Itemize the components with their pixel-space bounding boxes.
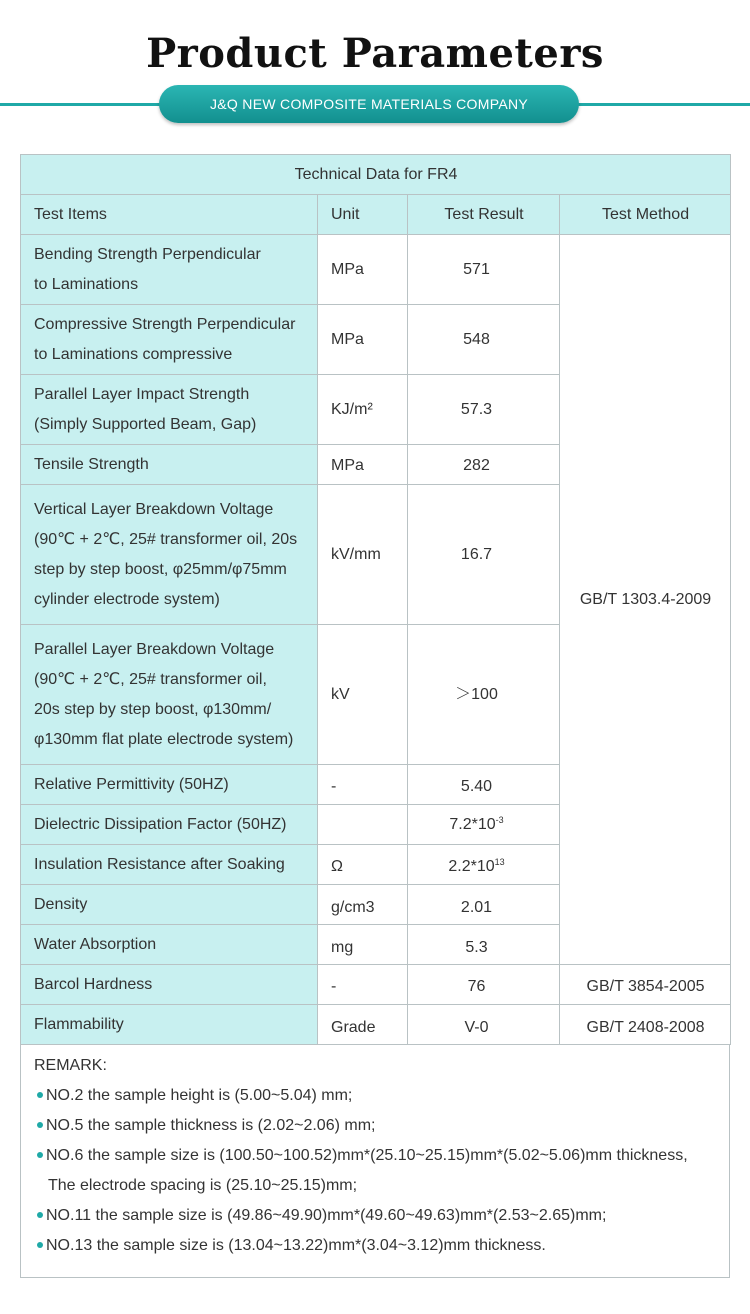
remark-note: NO.6 the sample size is (100.50~100.52)mm*(25.10~25.15)mm*(5.02~5.06)mm thickness, [34, 1141, 688, 1171]
cell-test-result: 548 [408, 305, 560, 375]
test-item-line: Barcol Hardness [34, 975, 153, 993]
cell-test-item [21, 445, 318, 485]
cell-test-item [21, 805, 318, 845]
cell-test-item [21, 885, 318, 925]
cell-test-result [408, 805, 560, 845]
test-item-line: Insulation Resistance after Soaking [34, 855, 285, 873]
table-row [21, 965, 731, 1005]
cell-test-result: 5.3 [408, 925, 560, 965]
result-base: 7.2*10 [449, 815, 496, 833]
cell-unit: - [318, 765, 408, 805]
test-item-line: Compressive Strength Perpendicular [34, 315, 296, 333]
test-item-line: Water Absorption [34, 935, 157, 953]
table-row [21, 1005, 731, 1045]
test-item-line: Parallel Layer Breakdown Voltage [34, 640, 275, 658]
test-item-line: Vertical Layer Breakdown Voltage [34, 500, 274, 518]
test-item-line: Parallel Layer Impact Strength [34, 385, 250, 403]
bullet-dot [37, 1212, 43, 1218]
header-test-result: Test Result [408, 195, 560, 235]
test-item-line: Bending Strength Perpendicular [34, 245, 261, 263]
cell-test-item [21, 765, 318, 805]
cell-test-method: GB/T 3854-2005 [560, 965, 731, 1005]
cell-test-result: 5.40 [408, 765, 560, 805]
cell-test-item [21, 1005, 318, 1045]
cell-test-result: 2.01 [408, 885, 560, 925]
table-row [21, 235, 731, 305]
header-test-items: Test Items [21, 195, 318, 235]
cell-unit: kV/mm [318, 485, 408, 625]
remark-note: NO.2 the sample height is (5.00~5.04) mm; [34, 1081, 352, 1111]
header-unit: Unit [318, 195, 408, 235]
cell-test-result [408, 845, 560, 885]
remark-note: NO.5 the sample thickness is (2.02~2.06) mm; [34, 1111, 375, 1141]
cell-test-method-shared: GB/T 1303.4-2009 [560, 235, 731, 965]
cell-test-result: 282 [408, 445, 560, 485]
cell-test-item [21, 305, 318, 375]
cell-test-item [21, 485, 318, 625]
title-rule-right [576, 103, 750, 106]
cell-unit: Ω [318, 845, 408, 885]
title-rule-left [0, 103, 162, 106]
test-item-line: (90℃ + 2℃, 25# transformer oil, [34, 670, 267, 688]
cell-unit: MPa [318, 305, 408, 375]
remark-title: REMARK: [34, 1057, 107, 1074]
bullet-dot [37, 1122, 43, 1128]
cell-unit: kV [318, 625, 408, 765]
result-exponent: -3 [495, 814, 504, 825]
remark-note-continuation: The electrode spacing is (25.10~25.15)mm; [48, 1177, 358, 1194]
bullet-dot [37, 1092, 43, 1098]
cell-test-result: 76 [408, 965, 560, 1005]
cell-test-result: 571 [408, 235, 560, 305]
cell-unit: KJ/m² [318, 375, 408, 445]
bullet-dot [37, 1242, 43, 1248]
cell-test-item [21, 375, 318, 445]
remark-note: NO.13 the sample size is (13.04~13.22)mm*(3.04~3.12)mm thickness. [34, 1231, 546, 1261]
bullet-dot [37, 1152, 43, 1158]
cell-test-result: 57.3 [408, 375, 560, 445]
test-item-line: 20s step by step boost, φ130mm/ [34, 700, 272, 718]
test-item-line: φ130mm flat plate electrode system) [34, 730, 294, 748]
header-test-method: Test Method [560, 195, 731, 235]
result-base: 2.2*10 [448, 857, 495, 875]
page-title: Product Parameters [146, 30, 604, 77]
test-item-line: (Simply Supported Beam, Gap) [34, 415, 257, 433]
test-item-line: Dielectric Dissipation Factor (50HZ) [34, 815, 287, 833]
cell-test-item [21, 925, 318, 965]
company-banner: J&Q NEW COMPOSITE MATERIALS COMPANY [159, 85, 579, 123]
table-caption: Technical Data for FR4 [21, 155, 731, 195]
remark-box [20, 1044, 730, 1278]
test-item-line: Relative Permittivity (50HZ) [34, 775, 229, 793]
cell-test-item [21, 845, 318, 885]
test-item-line: Density [34, 895, 88, 913]
test-item-line: step by step boost, φ25mm/φ75mm [34, 560, 287, 578]
cell-test-item [21, 625, 318, 765]
cell-test-result: 16.7 [408, 485, 560, 625]
cell-test-method: GB/T 2408-2008 [560, 1005, 731, 1045]
cell-unit: mg [318, 925, 408, 965]
cell-test-result: V-0 [408, 1005, 560, 1045]
cell-test-item [21, 235, 318, 305]
test-item-line: to Laminations [34, 275, 139, 293]
cell-unit [318, 805, 408, 845]
cell-unit: g/cm3 [318, 885, 408, 925]
cell-unit: MPa [318, 445, 408, 485]
test-item-line: (90℃ + 2℃, 25# transformer oil, 20s [34, 530, 298, 548]
test-item-line: Tensile Strength [34, 455, 149, 473]
test-item-line: to Laminations compressive [34, 345, 233, 363]
result-exponent: 13 [494, 856, 505, 867]
cell-test-item [21, 965, 318, 1005]
technical-data-table [20, 154, 731, 1045]
cell-unit: Grade [318, 1005, 408, 1045]
test-item-line: Flammability [34, 1015, 124, 1033]
remark-note: NO.11 the sample size is (49.86~49.90)mm*(49.60~49.63)mm*(2.53~2.65)mm; [34, 1201, 606, 1231]
cell-unit: - [318, 965, 408, 1005]
cell-unit: MPa [318, 235, 408, 305]
cell-test-result: ＞100 [408, 625, 560, 765]
test-item-line: cylinder electrode system) [34, 590, 220, 608]
